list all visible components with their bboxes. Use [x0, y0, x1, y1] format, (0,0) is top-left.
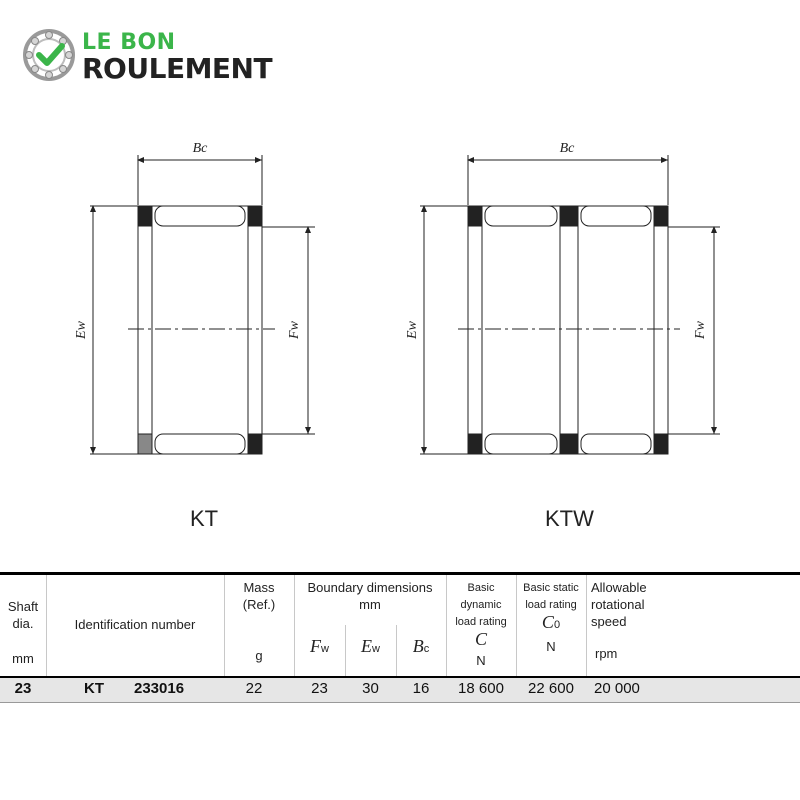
cell-ew: 30 [362, 680, 379, 697]
cell-speed: 20 000 [594, 680, 640, 697]
kt-caption: KT [190, 506, 219, 531]
ktw-drawing [420, 155, 720, 454]
kt-bc-label: Bc [192, 141, 208, 156]
header-shaft: Shaft dia. mm [7, 599, 39, 666]
ktw-fw-label: Fw [693, 321, 708, 339]
cell-static-load: 22 600 [528, 680, 574, 697]
cell-shaft: 23 [14, 680, 32, 697]
header-speed: Allowable rotational speed rpm [591, 580, 647, 661]
header-boundary: Boundary dimensions mm [307, 580, 433, 612]
header-dynamic-load: Basic dynamic load rating C N [455, 582, 507, 668]
ktw-caption: KTW [545, 506, 594, 531]
logo-line-1: LE BON [82, 30, 176, 55]
kt-ew-label: Ew [74, 321, 89, 339]
header-fw: Fw [310, 636, 329, 656]
cell-bc: 16 [412, 680, 430, 697]
ktw-bc-label: Bc [559, 141, 575, 156]
ktw-ew-label: Ew [405, 321, 420, 339]
header-mass: Mass (Ref.) g [242, 580, 276, 663]
header-static-load: Basic static load rating C0 N [523, 582, 579, 654]
cell-dynamic-load: 18 600 [458, 680, 504, 697]
bearing-drawings [0, 120, 800, 480]
cell-id-number: 233016 [134, 680, 185, 697]
cell-series: KT [84, 680, 104, 697]
cell-fw: 23 [311, 680, 328, 697]
header-bc: Bc [412, 636, 430, 656]
brand-logo [22, 26, 312, 86]
table-top-rule [0, 572, 800, 575]
header-ew: Ew [361, 636, 380, 656]
bearing-check-icon [22, 28, 76, 82]
logo-line-2: ROULEMENT [82, 52, 273, 85]
cell-mass: 22 [245, 680, 263, 697]
kt-drawing [90, 155, 315, 454]
header-identification: Identification number [74, 617, 196, 632]
kt-fw-label: Fw [287, 321, 302, 339]
